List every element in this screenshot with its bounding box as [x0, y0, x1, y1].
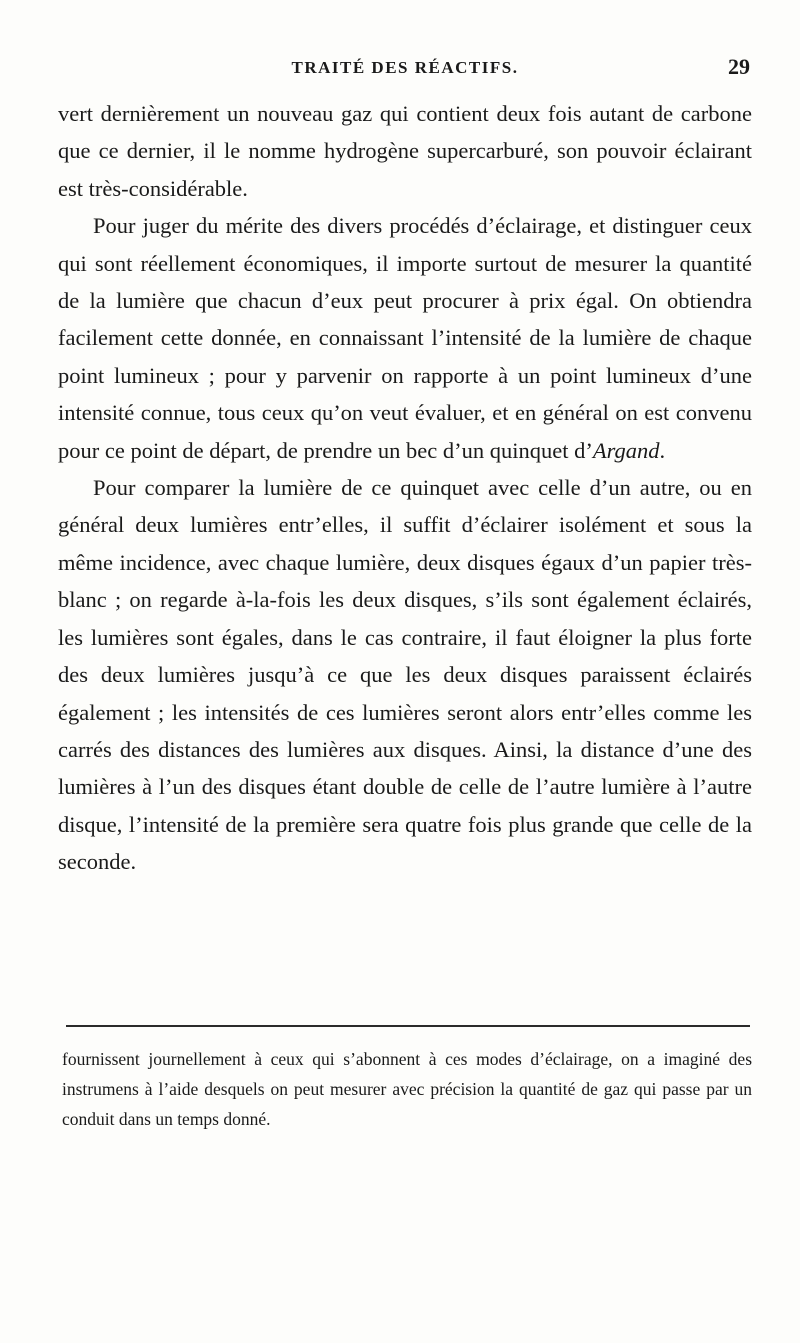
- paragraph-2-end: .: [659, 437, 666, 463]
- paragraph-3: Pour comparer la lumière de ce quinquet avec celle d’un autre, ou en général deux lumières entr’elles, il suffit d’éclairer isolément et sous la même incidence, avec chaque lumière, deux disques égaux d’un papier très-blanc ; on regarde à-la-fois les deux disques, s’ils sont également éclairés, les lumières sont égales, dans le cas contraire, il faut éloigner la plus forte des deux lumières jusqu’à ce que les deux disques paraissent éclairés également ; les intensités de ces lumières seront alors entr’elles comme les carrés des distances des lumières aux disques. Ainsi, la distance d’une des lumières à l’un des disques étant double de celle de l’autre lumière à l’autre disque, l’intensité de la première sera quatre fois plus grande que celle de la seconde.: [58, 475, 752, 875]
- paragraph-2-italic: Argand: [592, 437, 660, 463]
- footnote: [62, 1044, 752, 1134]
- paragraph-1: vert dernièrement un nouveau gaz qui contient deux fois autant de carbone que ce dernier, il le nomme hydrogène supercarburé, son pouvoir éclairant est très-considérable.: [58, 101, 752, 201]
- footnote-divider: [66, 1025, 750, 1027]
- running-head: TRAITÉ DES RÉACTIFS.: [291, 58, 519, 77]
- page-number: 29: [728, 54, 750, 79]
- footnote-text: fournissent journellement à ceux qui s’abonnent à ces modes d’éclairage, on a imaginé des instrumens à l’aide desquels on peut mesurer avec précision la quantité de gaz qui passe par un conduit dans un temps donné.: [62, 1049, 752, 1129]
- main-text: [58, 95, 752, 881]
- paragraph-2-text: Pour juger du mérite des divers procédés d’éclairage, et distinguer ceux qui sont réellement économiques, il importe surtout de mesurer la quantité de la lumière que chacun d’eux peut procurer à prix égal. On obtiendra facilement cette donnée, en connaissant l’intensité de la lumière de chaque point lumineux ; pour y parvenir on rapporte à un point lumineux d’une intensité connue, tous ceux qu’on veut évaluer, et en général on est convenu pour ce point de départ, de prendre un bec d’un quinquet d’: [58, 213, 752, 463]
- paragraph-2: [58, 207, 752, 469]
- page-header: [60, 52, 750, 88]
